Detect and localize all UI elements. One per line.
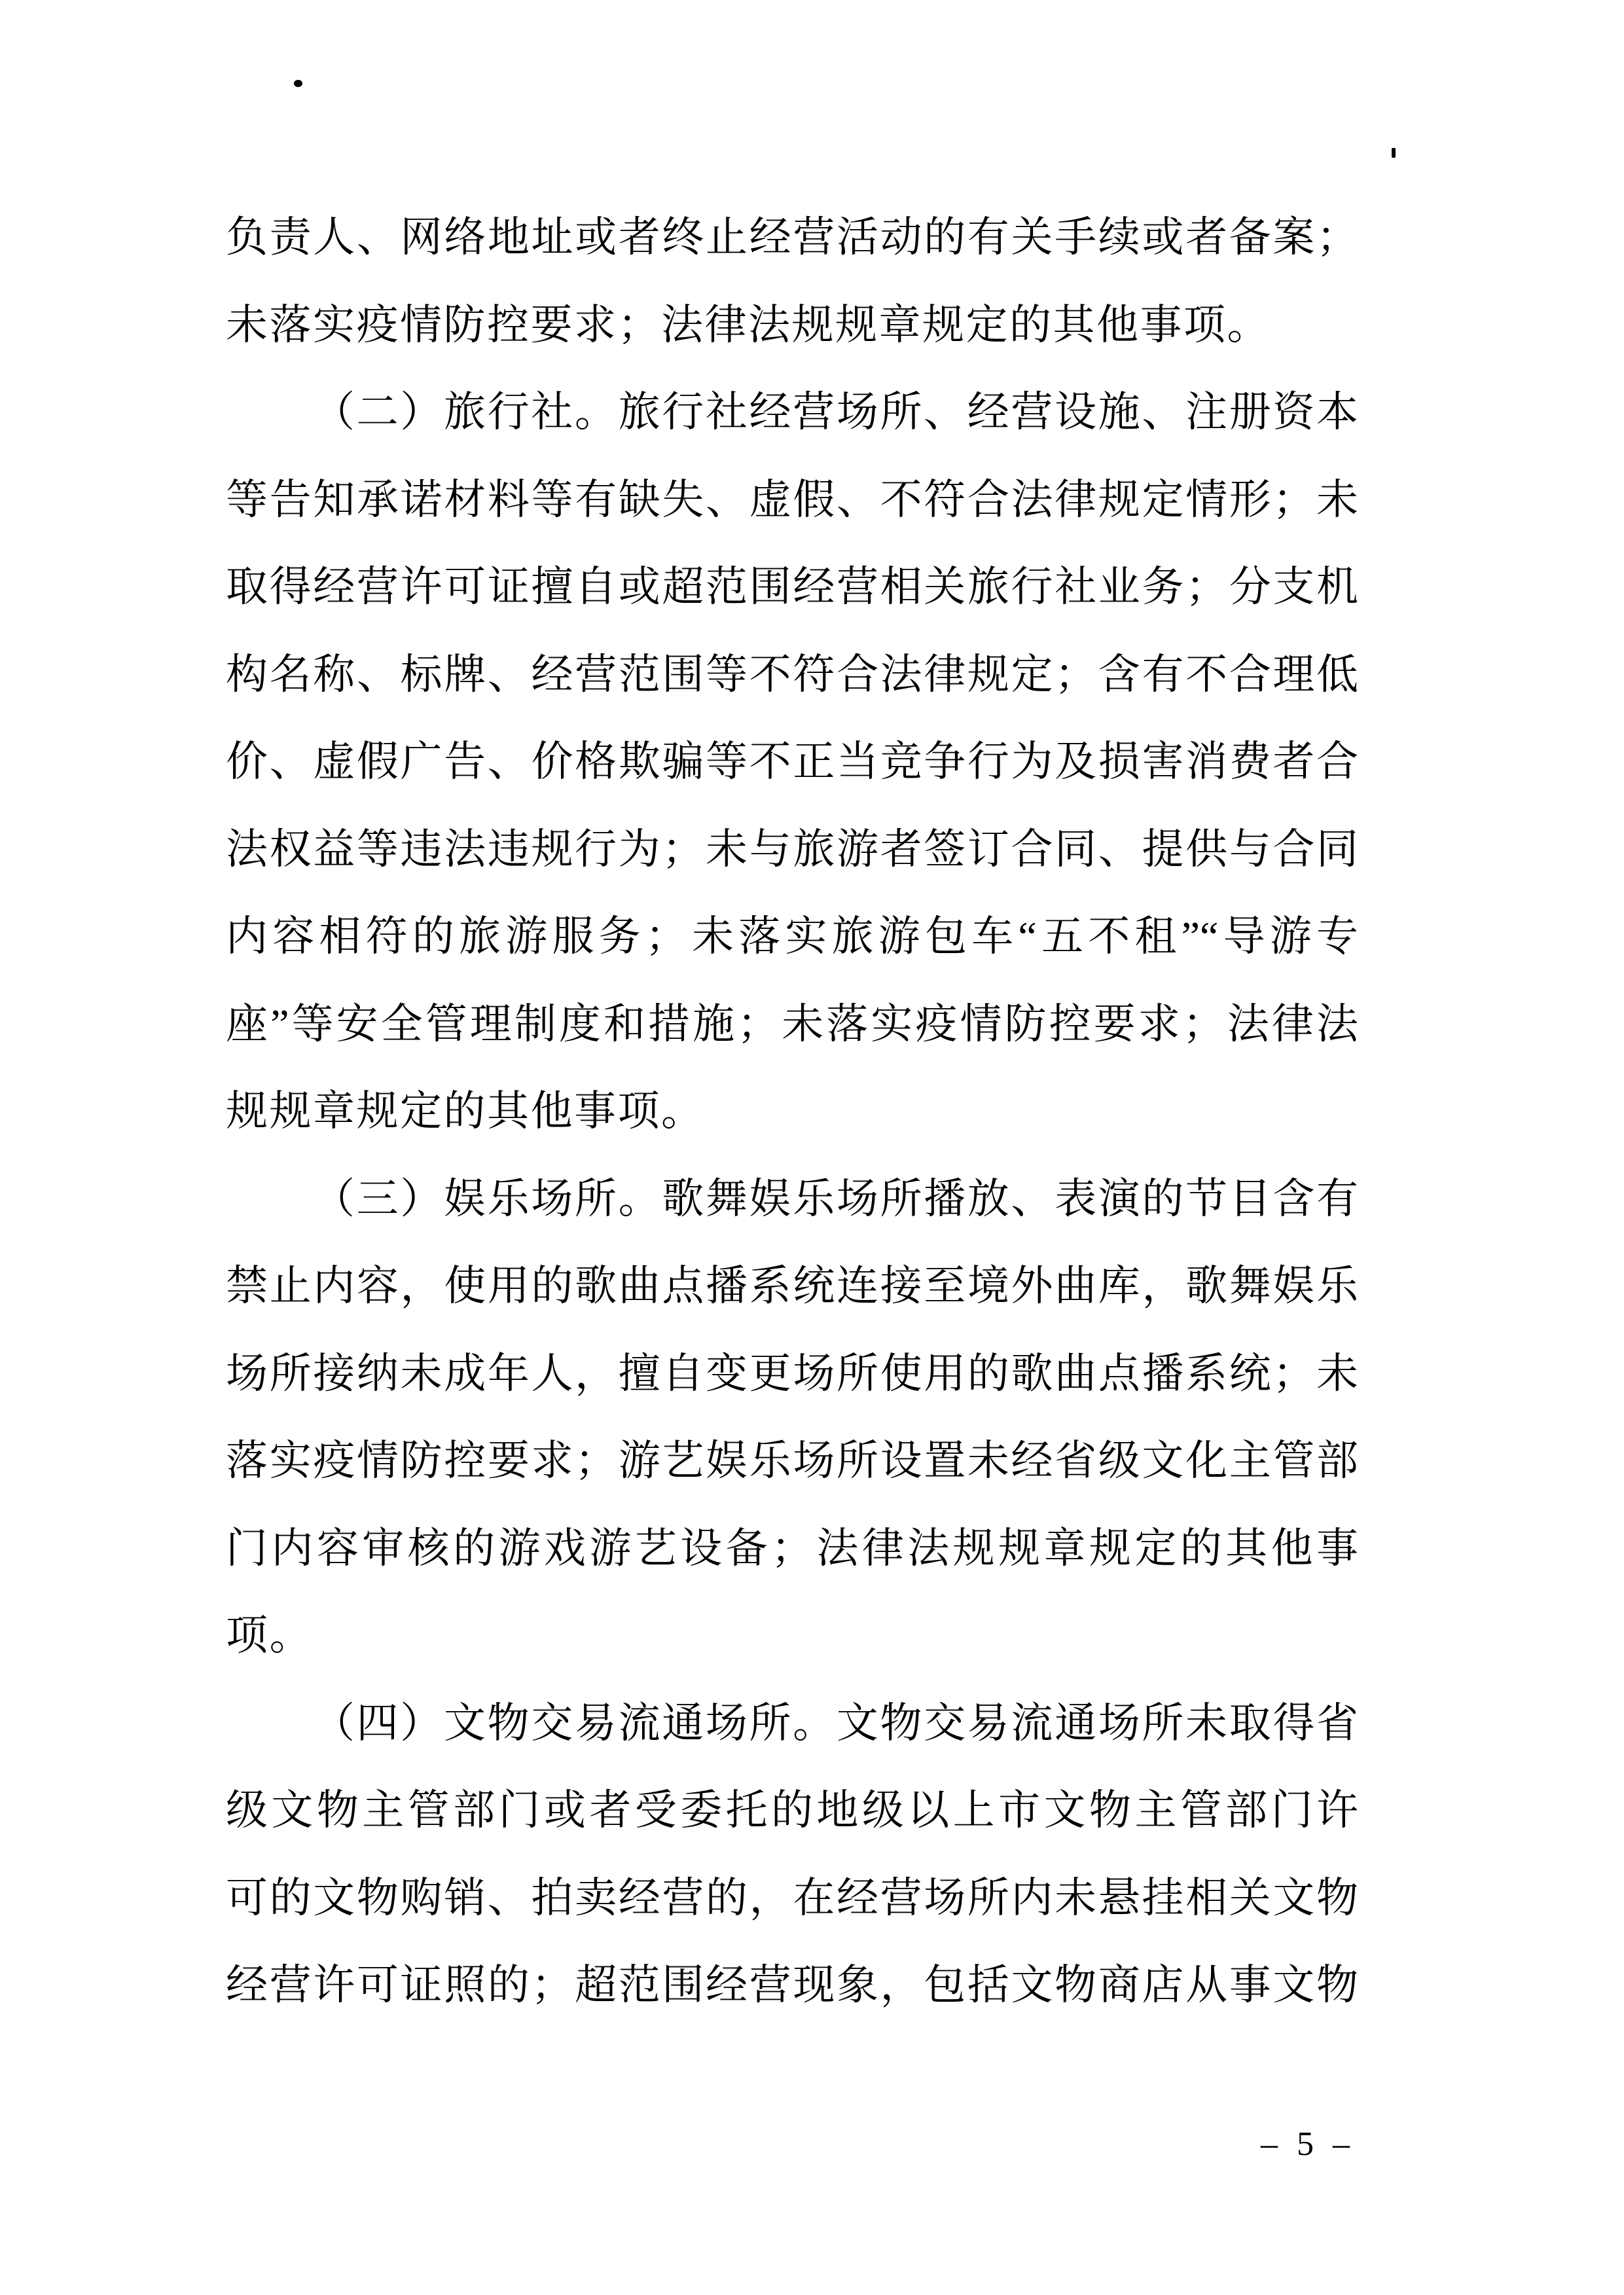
- text-line: （四）文物交易流通场所。文物交易流通场所未取得省: [313, 1699, 1358, 1746]
- text-line: 取得经营许可证擅自或超范围经营相关旅行社业务；分支机: [226, 564, 1358, 610]
- text-line: 级文物主管部门或者受委托的地级以上市文物主管部门许: [226, 1787, 1358, 1834]
- text-line: 禁止内容，使用的歌曲点播系统连接至境外曲库，歌舞娱乐: [226, 1263, 1358, 1309]
- text-line: 等告知承诺材料等有缺失、虚假、不符合法律规定情形；未: [226, 476, 1358, 523]
- text-line: （三）娱乐场所。歌舞娱乐场所播放、表演的节目含有: [313, 1175, 1358, 1222]
- text-line: 可的文物购销、拍卖经营的，在经营场所内未悬挂相关文物: [226, 1874, 1358, 1921]
- text-line: 门内容审核的游戏游艺设备；法律法规规章规定的其他事: [226, 1525, 1358, 1572]
- text-line: 场所接纳未成年人，擅自变更场所使用的歌曲点播系统；未: [226, 1350, 1358, 1397]
- text-line: 项。: [226, 1612, 313, 1659]
- text-line: 未落实疫情防控要求；法律法规规章规定的其他事项。: [226, 301, 1271, 348]
- text-line: 负责人、网络地址或者终止经营活动的有关手续或者备案；: [226, 214, 1358, 261]
- text-line: 构名称、标牌、经营范围等不符合法律规定；含有不合理低: [226, 651, 1358, 698]
- page-number: – 5 –: [1261, 2125, 1355, 2163]
- text-line: 法权益等违法违规行为；未与旅游者签订合同、提供与合同: [226, 825, 1358, 873]
- text-line: 规规章规定的其他事项。: [226, 1088, 705, 1134]
- text-line: 价、虚假广告、价格欺骗等不正当竞争行为及损害消费者合: [226, 738, 1358, 785]
- scan-speck-top-right: [1392, 148, 1396, 158]
- body-text: [226, 194, 1358, 2029]
- text-line: 经营许可证照的；超范围经营现象，包括文物商店从事文物: [226, 1962, 1358, 2008]
- scan-speck-top-left: [294, 80, 302, 87]
- text-line: 落实疫情防控要求；游艺娱乐场所设置未经省级文化主管部: [226, 1437, 1358, 1484]
- text-line: （二）旅行社。旅行社经营场所、经营设施、注册资本: [313, 389, 1358, 435]
- text-line: 座”等安全管理制度和措施；未落实疫情防控要求；法律法: [226, 1000, 1358, 1047]
- text-line: 内容相符的旅游服务；未落实旅游包车“五不租”“导游专: [226, 913, 1358, 960]
